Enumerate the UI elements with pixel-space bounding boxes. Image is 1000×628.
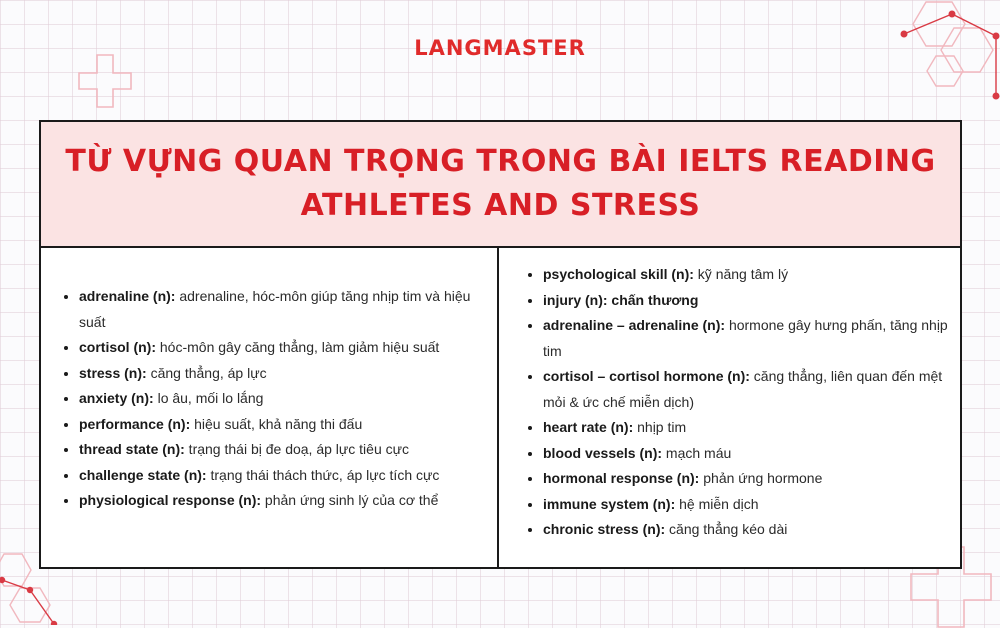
vocab-meaning: nhịp tim [633,419,687,435]
vocab-item [543,262,948,288]
right-vocab-list [521,262,948,543]
right-column [499,248,960,567]
vocab-item [79,361,485,387]
vocabulary-columns [41,248,960,567]
vocab-meaning: kỹ năng tâm lý [693,266,789,282]
vocab-term: psychological skill (n): [543,266,694,282]
vocab-item [79,386,485,412]
vocab-meaning: lo âu, mối lo lắng [153,390,264,406]
vocab-meaning: mạch máu [662,444,732,461]
vocab-term: performance (n): [79,415,191,432]
vocab-term: blood vessels (n): [543,444,663,461]
vocab-term: cortisol – cortisol hormone (n): [543,368,750,384]
vocab-item [79,335,485,361]
vocab-term: challenge state (n): [79,466,207,483]
vocab-meaning: căng thẳng, liên quan đến mệt mỏi & ức chế miễn dịch) [543,368,943,410]
vocab-term: injury (n): chấn thương [543,291,699,308]
vocab-term: cortisol (n): [79,339,156,355]
vocabulary-panel [39,120,962,569]
vocab-item [543,364,948,415]
vocab-item [79,412,485,438]
vocab-item [79,463,485,489]
vocab-item [543,288,948,314]
vocab-meaning: hóc-môn gây căng thẳng, làm giảm hiệu suất [156,339,440,355]
vocab-term: stress (n): [79,364,147,381]
title-box [41,122,960,248]
brand-logo: LANGMASTER [414,36,586,60]
vocab-meaning: căng thẳng, áp lực [146,364,267,381]
vocab-meaning: hormone gây hưng phấn, tăng nhịp tim [543,317,948,359]
vocab-item [543,492,948,518]
vocab-term: adrenaline (n): [79,288,176,304]
vocab-item [79,284,485,335]
vocab-term: chronic stress (n): [543,521,666,537]
vocab-term: anxiety (n): [79,390,154,406]
vocab-meaning: hiệu suất, khả năng thi đấu [190,415,363,432]
left-vocab-list [57,284,485,514]
vocab-meaning: trạng thái thách thức, áp lực tích cực [206,466,440,483]
vocab-item [543,313,948,364]
vocab-term: heart rate (n): [543,419,634,435]
vocab-meaning: phản ứng hormone [699,470,823,486]
vocab-item [543,466,948,492]
plus-decoration-icon [78,54,132,108]
vocab-term: immune system (n): [543,495,676,512]
vocab-item [543,441,948,467]
vocab-item [543,415,948,441]
vocab-term: hormonal response (n): [543,470,700,486]
vocab-term: thread state (n): [79,441,185,457]
vocab-item [79,437,485,463]
vocab-meaning: căng thẳng kéo dài [665,521,788,537]
vocab-term: physiological response (n): [79,492,262,508]
page-title-line-2: ATHLETES AND STRESS [300,188,701,223]
vocab-meaning: phản ứng sinh lý của cơ thể [261,492,439,508]
page-title-line-1: TỪ VỰNG QUAN TRỌNG TRONG BÀI IELTS READING [65,144,936,179]
vocab-meaning: adrenaline, hóc-môn giúp tăng nhịp tim và hiệu suất [79,288,471,330]
vocab-meaning: trạng thái bị đe doạ, áp lực tiêu cực [184,441,410,457]
vocab-item [79,488,485,514]
left-column [41,248,499,567]
vocab-term: adrenaline – adrenaline (n): [543,317,726,333]
vocab-meaning: hệ miễn dịch [675,495,759,512]
vocab-item [543,517,948,543]
